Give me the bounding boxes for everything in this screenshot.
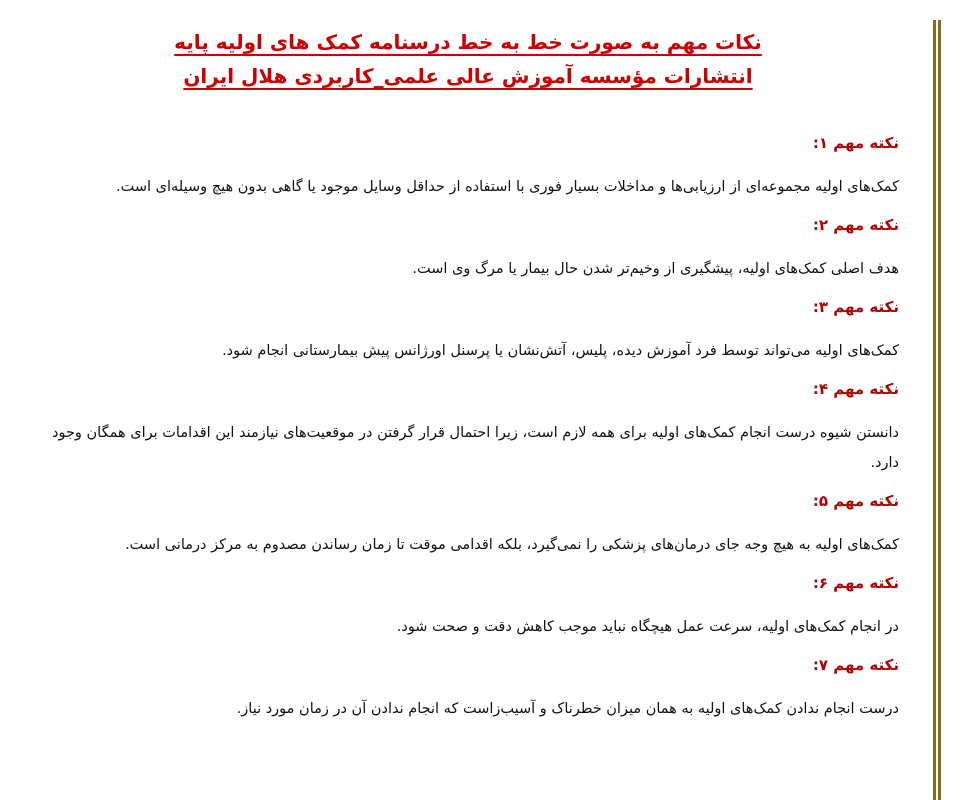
document-title: نکات مهم به صورت خط به خط درسنامه کمک های اولیه پایه [174, 30, 762, 54]
note-text: درست انجام ندادن کمک‌های اولیه به همان میزان خطرناک و آسیب‌زاست که انجام ندادن آن در زمان مورد نیاز. [236, 701, 899, 717]
note-heading: نکته مهم ۴: [812, 380, 899, 398]
note-heading: نکته مهم ۶: [812, 574, 899, 592]
note-text: کمک‌های اولیه مجموعه‌ای از ارزیابی‌ها و مداخلات بسیار فوری با استفاده از حداقل وسایل موجود یا گاهی بدون هیچ وسیله‌ای است. [116, 179, 899, 195]
note-heading: نکته مهم ۵: [812, 492, 899, 510]
note-text: دانستن شیوه درست انجام کمک‌های اولیه برای همه لازم است، زیرا احتمال قرار گرفتن در موقعیت‌های نیازمند این اقدامات برای همگان وجود دارد. [52, 425, 899, 471]
note-item [37, 214, 899, 284]
note-item [37, 296, 899, 366]
note-heading: نکته مهم ۷: [812, 656, 899, 674]
note-text: کمک‌های اولیه می‌تواند توسط فرد آموزش دیده، پلیس، آتش‌نشان یا پرسنل اورژانس پیش بیمارستانی انجام شود. [222, 343, 899, 359]
note-heading: نکته مهم ۲: [812, 216, 899, 234]
notes-list [37, 132, 899, 724]
page-border-decoration [933, 20, 941, 800]
note-item [37, 572, 899, 642]
note-item [37, 654, 899, 724]
note-text: هدف اصلی کمک‌های اولیه، پیشگیری از وخیم‌تر شدن حال بیمار یا مرگ وی است. [412, 261, 899, 277]
document-title-block [37, 28, 899, 90]
note-heading: نکته مهم ۳: [812, 298, 899, 316]
note-heading: نکته مهم ۱: [812, 134, 899, 152]
document-publisher: انتشارات مؤسسه آموزش عالی علمی_کاربردی هلال ایران [183, 64, 753, 88]
note-item [37, 132, 899, 202]
note-text: در انجام کمک‌های اولیه، سرعت عمل هیچگاه نباید موجب کاهش دقت و صحت شود. [396, 619, 899, 635]
note-text: کمک‌های اولیه به هیچ وجه جای درمان‌های پزشکی را نمی‌گیرد، بلکه اقدامی موقت تا زمان رساندن مصدوم به مرکز درمانی است. [125, 537, 899, 553]
document-body [37, 0, 899, 736]
note-item [37, 378, 899, 478]
note-item [37, 490, 899, 560]
